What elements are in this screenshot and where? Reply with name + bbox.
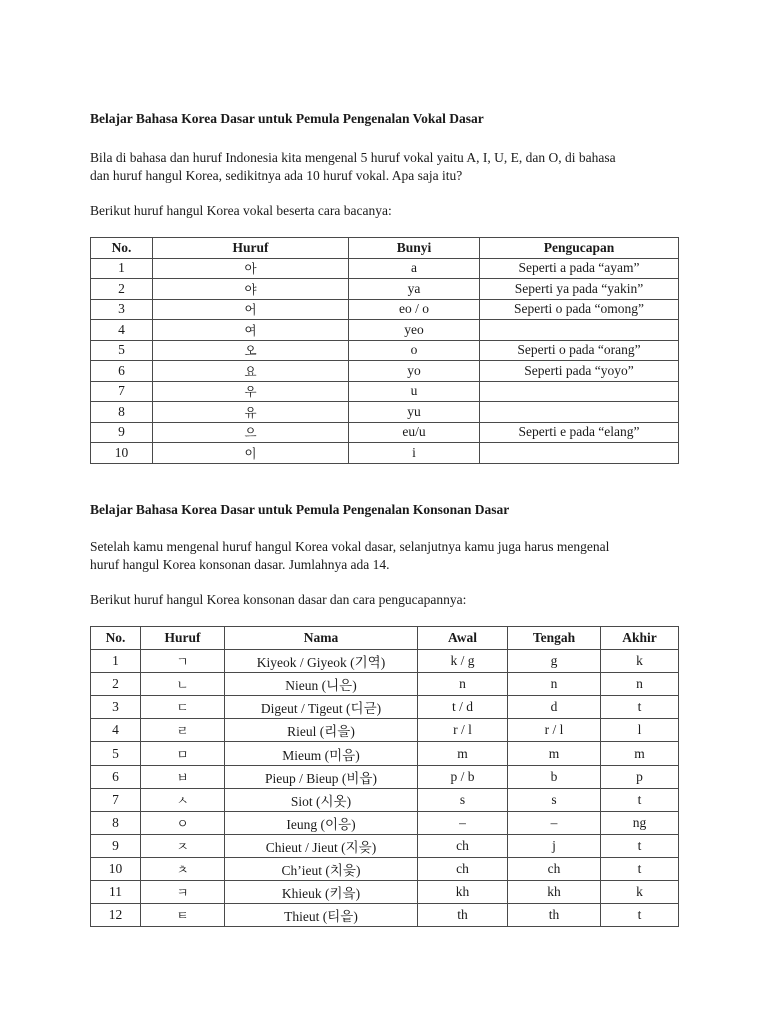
table-row: [91, 443, 679, 464]
consonant-intro-line-1: Setelah kamu mengenal huruf hangul Korea vokal dasar, selanjutnya kamu juga harus mengenal: [90, 539, 610, 554]
vowel-table-lead: Berikut huruf hangul Korea vokal beserta cara bacanya:: [90, 203, 392, 218]
cell-no: 1: [91, 258, 153, 279]
cell-akhir: t: [601, 788, 679, 811]
cell-bunyi: eo / o: [349, 299, 480, 320]
table-row: [91, 881, 679, 904]
vowel-table-header-row: [91, 238, 679, 259]
cell-huruf: ㅈ: [141, 834, 225, 857]
cell-akhir: t: [601, 904, 679, 927]
table-row: [91, 381, 679, 402]
consonant-col-huruf: Huruf: [141, 627, 225, 650]
cell-tengah: ch: [508, 857, 601, 880]
cell-nama: Pieup / Bieup (비읍): [225, 765, 418, 788]
cell-awal: p / b: [418, 765, 508, 788]
cell-awal: th: [418, 904, 508, 927]
cell-nama: Chieut / Jieut (지읒): [225, 834, 418, 857]
cell-no: 7: [91, 381, 153, 402]
cell-bunyi: yeo: [349, 320, 480, 341]
cell-awal: s: [418, 788, 508, 811]
cell-akhir: n: [601, 673, 679, 696]
table-row: [91, 857, 679, 880]
cell-no: 10: [91, 443, 153, 464]
cell-huruf: ㅇ: [141, 811, 225, 834]
cell-tengah: g: [508, 650, 601, 673]
cell-huruf: ㅅ: [141, 788, 225, 811]
vowel-intro-line-1: Bila di bahasa dan huruf Indonesia kita mengenal 5 huruf vokal yaitu A, I, U, E, dan O, di bahasa: [90, 150, 616, 165]
consonant-col-akhir: Akhir: [601, 627, 679, 650]
cell-huruf: ㅂ: [141, 765, 225, 788]
cell-akhir: t: [601, 857, 679, 880]
cell-no: 10: [91, 857, 141, 880]
vowel-col-bunyi: Bunyi: [349, 238, 480, 259]
table-row: [91, 696, 679, 719]
cell-huruf: ㄴ: [141, 673, 225, 696]
vowel-table-body: [91, 258, 679, 463]
cell-pengucapan: [480, 402, 679, 423]
vowel-intro: [90, 149, 682, 185]
cell-huruf: ㄹ: [141, 719, 225, 742]
table-row: [91, 279, 679, 300]
cell-no: 5: [91, 340, 153, 361]
table-row: [91, 422, 679, 443]
consonant-intro: [90, 538, 682, 574]
cell-bunyi: eu/u: [349, 422, 480, 443]
cell-no: 3: [91, 696, 141, 719]
table-row: [91, 811, 679, 834]
cell-nama: Kiyeok / Giyeok (기역): [225, 650, 418, 673]
table-row: [91, 788, 679, 811]
consonant-table-body: [91, 650, 679, 927]
cell-akhir: p: [601, 765, 679, 788]
table-row: [91, 320, 679, 341]
cell-tengah: b: [508, 765, 601, 788]
consonant-col-nama: Nama: [225, 627, 418, 650]
cell-huruf: 아: [153, 258, 349, 279]
cell-tengah: m: [508, 742, 601, 765]
cell-akhir: ng: [601, 811, 679, 834]
cell-no: 8: [91, 402, 153, 423]
cell-no: 5: [91, 742, 141, 765]
cell-no: 2: [91, 279, 153, 300]
cell-pengucapan: Seperti ya pada “yakin”: [480, 279, 679, 300]
table-row: [91, 340, 679, 361]
consonant-table-lead: Berikut huruf hangul Korea konsonan dasar dan cara pengucapannya:: [90, 592, 467, 607]
cell-awal: ch: [418, 834, 508, 857]
cell-nama: Ieung (이응): [225, 811, 418, 834]
table-row: [91, 258, 679, 279]
vowel-col-pengucapan: Pengucapan: [480, 238, 679, 259]
cell-huruf: ㄷ: [141, 696, 225, 719]
cell-tengah: r / l: [508, 719, 601, 742]
cell-pengucapan: Seperti pada “yoyo”: [480, 361, 679, 382]
cell-no: 12: [91, 904, 141, 927]
cell-tengah: s: [508, 788, 601, 811]
cell-tengah: kh: [508, 881, 601, 904]
cell-nama: Ch’ieut (치읓): [225, 857, 418, 880]
cell-pengucapan: [480, 381, 679, 402]
cell-awal: ch: [418, 857, 508, 880]
cell-pengucapan: Seperti o pada “omong”: [480, 299, 679, 320]
cell-bunyi: yu: [349, 402, 480, 423]
cell-huruf: ㅌ: [141, 904, 225, 927]
table-row: [91, 719, 679, 742]
cell-pengucapan: Seperti a pada “ayam”: [480, 258, 679, 279]
table-row: [91, 673, 679, 696]
cell-nama: Rieul (리을): [225, 719, 418, 742]
cell-huruf: 요: [153, 361, 349, 382]
consonant-section-heading: Belajar Bahasa Korea Dasar untuk Pemula Pengenalan Konsonan Dasar: [90, 502, 510, 517]
cell-huruf: 여: [153, 320, 349, 341]
cell-huruf: 오: [153, 340, 349, 361]
cell-awal: m: [418, 742, 508, 765]
cell-no: 3: [91, 299, 153, 320]
table-row: [91, 650, 679, 673]
vowel-intro-line-2: dan huruf hangul Korea, sedikitnya ada 10 huruf vokal. Apa saja itu?: [90, 168, 463, 183]
table-row: [91, 765, 679, 788]
consonant-col-tengah: Tengah: [508, 627, 601, 650]
cell-akhir: k: [601, 650, 679, 673]
cell-bunyi: ya: [349, 279, 480, 300]
cell-awal: k / g: [418, 650, 508, 673]
cell-huruf: 유: [153, 402, 349, 423]
cell-no: 1: [91, 650, 141, 673]
cell-no: 9: [91, 422, 153, 443]
cell-pengucapan: [480, 443, 679, 464]
table-row: [91, 834, 679, 857]
cell-akhir: l: [601, 719, 679, 742]
cell-awal: t / d: [418, 696, 508, 719]
cell-pengucapan: [480, 320, 679, 341]
cell-no: 6: [91, 765, 141, 788]
table-row: [91, 402, 679, 423]
cell-huruf: ㅁ: [141, 742, 225, 765]
cell-no: 2: [91, 673, 141, 696]
cell-huruf: ㄱ: [141, 650, 225, 673]
consonant-col-awal: Awal: [418, 627, 508, 650]
table-row: [91, 361, 679, 382]
cell-no: 9: [91, 834, 141, 857]
cell-awal: n: [418, 673, 508, 696]
cell-tengah: n: [508, 673, 601, 696]
table-row: [91, 904, 679, 927]
cell-nama: Khieuk (키읔): [225, 881, 418, 904]
cell-no: 4: [91, 719, 141, 742]
consonant-intro-line-2: huruf hangul Korea konsonan dasar. Jumlahnya ada 14.: [90, 557, 390, 572]
consonant-table-header-row: [91, 627, 679, 650]
cell-tengah: j: [508, 834, 601, 857]
cell-no: 7: [91, 788, 141, 811]
table-row: [91, 299, 679, 320]
cell-awal: –: [418, 811, 508, 834]
cell-bunyi: yo: [349, 361, 480, 382]
vowel-col-no: No.: [91, 238, 153, 259]
cell-tengah: –: [508, 811, 601, 834]
cell-no: 6: [91, 361, 153, 382]
cell-bunyi: o: [349, 340, 480, 361]
cell-pengucapan: Seperti e pada “elang”: [480, 422, 679, 443]
cell-nama: Thieut (티읕): [225, 904, 418, 927]
table-row: [91, 742, 679, 765]
cell-nama: Nieun (니은): [225, 673, 418, 696]
cell-no: 8: [91, 811, 141, 834]
cell-no: 4: [91, 320, 153, 341]
cell-nama: Mieum (미음): [225, 742, 418, 765]
cell-akhir: t: [601, 834, 679, 857]
cell-huruf: 어: [153, 299, 349, 320]
cell-huruf: ㅋ: [141, 881, 225, 904]
cell-awal: kh: [418, 881, 508, 904]
cell-tengah: th: [508, 904, 601, 927]
cell-huruf: 으: [153, 422, 349, 443]
cell-huruf: ㅊ: [141, 857, 225, 880]
cell-huruf: 이: [153, 443, 349, 464]
cell-bunyi: a: [349, 258, 480, 279]
cell-pengucapan: Seperti o pada “orang”: [480, 340, 679, 361]
cell-akhir: k: [601, 881, 679, 904]
cell-huruf: 야: [153, 279, 349, 300]
vowel-col-huruf: Huruf: [153, 238, 349, 259]
cell-awal: r / l: [418, 719, 508, 742]
cell-nama: Siot (시옷): [225, 788, 418, 811]
cell-bunyi: u: [349, 381, 480, 402]
consonant-col-no: No.: [91, 627, 141, 650]
vowel-table: [90, 237, 679, 464]
vowel-section-heading: Belajar Bahasa Korea Dasar untuk Pemula Pengenalan Vokal Dasar: [90, 111, 484, 126]
cell-tengah: d: [508, 696, 601, 719]
cell-no: 11: [91, 881, 141, 904]
cell-akhir: m: [601, 742, 679, 765]
cell-akhir: t: [601, 696, 679, 719]
consonant-table: [90, 626, 679, 927]
cell-nama: Digeut / Tigeut (디귿): [225, 696, 418, 719]
cell-huruf: 우: [153, 381, 349, 402]
cell-bunyi: i: [349, 443, 480, 464]
